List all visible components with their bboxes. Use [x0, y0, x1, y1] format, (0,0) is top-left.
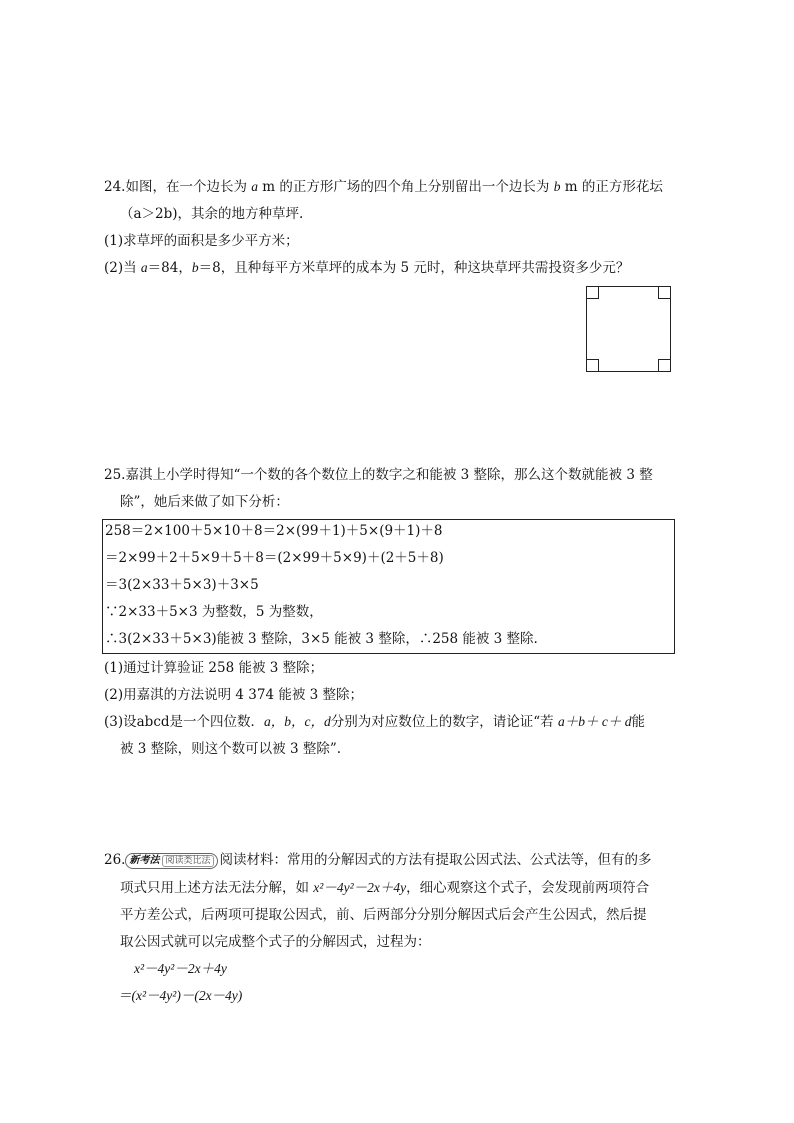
q24-line2: （a＞2b)，其余的地方种草坪. — [120, 206, 304, 222]
q24-line1 — [104, 179, 663, 195]
q24-sub2-text: ＝8，且种每平方米草坪的成本为 5 元时，种这块草坪共需投资多少元？ — [198, 260, 630, 276]
q26-text: ，细心观察这个式子，会发现前两项符合 — [406, 880, 650, 896]
new-method-badge — [125, 853, 217, 869]
q25-sub3-line2: 被 3 整除，则这个数可以被 3 整除”. — [120, 741, 342, 757]
var-b: b — [553, 179, 561, 194]
corner-flowerbed — [586, 286, 599, 299]
badge-label: 新考法 — [129, 854, 160, 866]
var-b: b — [191, 260, 199, 275]
digit-sum-expr: a＋b＋ c＋ d — [557, 714, 632, 729]
q24-sub1: (1)求草坪的面积是多少平方米； — [104, 233, 299, 249]
var-a: a — [140, 260, 148, 275]
square-plaza-figure — [586, 286, 671, 372]
q25-sub3-text: (3)设abcd是一个四位数． — [104, 714, 265, 730]
q25-sub3 — [104, 714, 645, 730]
q24-text: m 的正方形花坛 — [560, 179, 663, 195]
q25-sub3-text: 分别为对应数位上的数字，请论证“若 — [330, 714, 558, 730]
q26-line3: 平方差公式，后两项可提取公因式，前、后两部分分别分解因式后会产生公因式，然后提 — [120, 907, 647, 923]
q24-text: m 的正方形广场的四个角上分别留出一个边长为 — [258, 179, 554, 195]
grouped-expr: ＝(x²－4y²)－(2x－4y) — [118, 988, 243, 1003]
q26-line4: 取公因式就可以完成整个式子的分解因式，过程为： — [120, 934, 431, 950]
q26-number: 26. — [104, 852, 126, 868]
corner-flowerbed — [658, 286, 671, 299]
analysis-line: ∴3(2×33＋5×3)能被 3 整除，3×5 能被 3 整除，∴258 能被 3 整除. — [105, 631, 538, 647]
q25-sub1: (1)通过计算验证 258 能被 3 整除； — [104, 660, 324, 676]
q26-text: 项式只用上述方法无法分解，如 — [120, 880, 314, 896]
q24-sub2-text: (2)当 — [104, 260, 141, 276]
q26-expr1 — [134, 961, 227, 977]
q24-sub2-text: ＝84， — [147, 260, 192, 276]
digit-vars: a，b，c，d — [264, 714, 331, 729]
analysis-line: 258＝2×100＋5×10＋8＝2×(99＋1)＋5×(9＋1)＋8 — [105, 523, 443, 539]
q26-line1 — [104, 852, 652, 869]
var-a: a — [251, 179, 259, 194]
q25-line1: 25.嘉淇上小学时得知“一个数的各个数位上的数字之和能被 3 整除，那么这个数就能被 3 整 — [104, 467, 653, 483]
q24-text: 24.如图，在一个边长为 — [104, 179, 252, 195]
corner-flowerbed — [586, 359, 599, 372]
corner-flowerbed — [658, 359, 671, 372]
analysis-box — [102, 519, 675, 654]
analysis-line: ＝3(2×33＋5×3)＋3×5 — [105, 577, 259, 593]
q25-line2: 除”，她后来做了如下分析： — [120, 494, 289, 510]
q26-line2 — [120, 880, 649, 896]
polynomial-expr: x²－4y²－2x＋4y — [134, 961, 227, 976]
q25-sub3-text: 能 — [631, 714, 645, 730]
analysis-line: ∵2×33＋5×3 为整数，5 为整数， — [105, 604, 323, 620]
q25-sub2: (2)用嘉淇的方法说明 4 374 能被 3 整除； — [104, 687, 364, 703]
analysis-line: ＝2×99＋2＋5×9＋5＋8＝(2×99＋5×9)＋(2＋5＋8) — [105, 550, 444, 566]
q26-text: 阅读材料：常用的分解因式的方法有提取公因式法、公式法等，但有的多 — [219, 852, 652, 868]
badge-tag: 阅读类比法 — [162, 855, 213, 867]
q24-sub2 — [104, 260, 629, 276]
polynomial-expr: x²－4y²－2x＋4y — [313, 880, 407, 895]
q26-expr2 — [118, 988, 242, 1004]
